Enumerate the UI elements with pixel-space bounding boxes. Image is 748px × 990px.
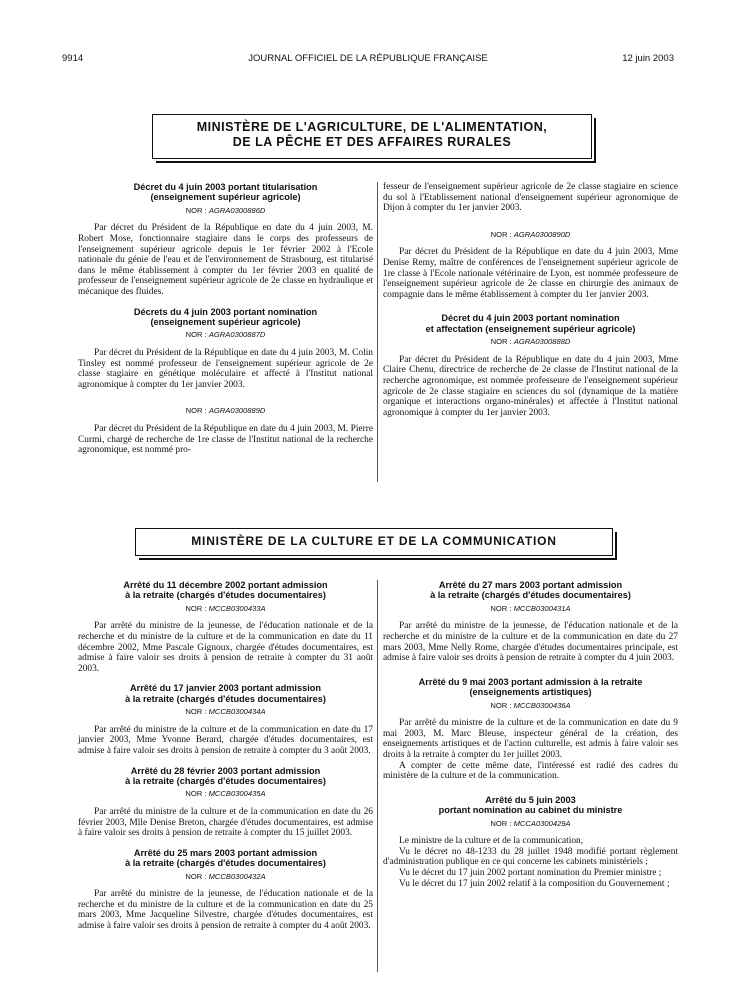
decree-title-line: Décret du 4 juin 2003 portant nomination <box>441 313 620 324</box>
decree-text: Par décret du Président de la République en date du 4 juin 2003, M. Robert Mose, fonctionnaire stagiaire dans le corps des professeurs de l'enseignement supérieur agricole depuis le 1er février 2002 à l'Ecole nationale du génie de l'eau et de l'environnement de Strasbourg, est titularisé dans le même établissement à compter du 1er février 2003 en qualité de professeur de l'enseignement supérieur agricole de 2e classe en hydraulique et mécanique des fluides. <box>78 223 373 297</box>
nor-code: AGRA0300887D <box>208 330 266 340</box>
agriculture-right-column <box>383 182 678 418</box>
spacer <box>78 298 373 307</box>
nor-reference <box>78 707 373 718</box>
nor-label: NOR : <box>490 229 512 239</box>
spacer <box>78 757 373 766</box>
ministry-agriculture-line1: MINISTÈRE DE L'AGRICULTURE, DE L'ALIMENTATION, <box>196 120 548 134</box>
decree-text: Par décret du Président de la République en date du 4 juin 2003, Mme Denise Remy, maître de conférences de l'enseignement supérieur agricole de 1re classe à l'Ecole nationale vétérinaire de Lyon, est nommée professeure de l'enseignement supérieur agricole de 2e classe en chirurgie des animaux de compagnie dans le même établissement à compter du 1er janvier 2003. <box>383 247 678 300</box>
ministry-agriculture-heading <box>152 114 592 159</box>
arrete-title-line: Arrêté du 9 mai 2003 portant admission à la retraite <box>418 676 643 687</box>
journal-title: JOURNAL OFFICIEL DE LA RÉPUBLIQUE FRANÇAISE <box>248 53 488 64</box>
ministry-culture-heading <box>135 528 613 556</box>
page-number: 9914 <box>62 53 84 64</box>
decree-text-continued: fesseur de l'enseignement supérieur agricole de 2e classe stagiaire en science du sol à l'Etablissement national d'enseignement supérieur agronomique de Dijon à compter du 1er janvier 2003. <box>383 182 678 214</box>
spacer <box>383 214 678 227</box>
nor-code: AGRA0300890D <box>513 229 571 239</box>
spacer <box>383 300 678 313</box>
arrete-text: Par arrêté du ministre de la culture et de la communication en date du 17 janvier 2003, Mme Yvonne Berard, chargée d'études documentaires, est admise à faire valoir ses droits à pension de retraite à compter du 3 août 2003. <box>78 724 373 756</box>
column-separator <box>377 580 378 972</box>
arrete-title <box>383 795 678 816</box>
arrete-title-line: Arrêté du 25 mars 2003 portant admission <box>133 847 318 858</box>
nor-code: MCCB0300434A <box>208 707 266 717</box>
decree-title-line: Décrets du 4 juin 2003 portant nomination <box>133 306 318 317</box>
decree-text: Par décret du Président de la République en date du 4 juin 2003, M. Pierre Curmi, chargé de recherche de 1re classe de l'Institut national de la recherche agronomique, est nommé pro- <box>78 423 373 456</box>
agriculture-left-column <box>78 182 373 456</box>
arrete-text: Par arrêté du ministre de la jeunesse, de l'éducation nationale et de la recherche et du ministre de la culture et de la communication en date du 25 mars 2003, Mme Jacqueline Silvestre, chargée d'études documentaires, est admise à faire valoir ses droits à pension de retraite à compter du 4 août 2003. <box>78 889 373 931</box>
issue-date: 12 juin 2003 <box>622 53 674 64</box>
nor-code: MCCB0300436A <box>513 700 571 710</box>
arrete-title <box>78 683 373 704</box>
arrete-title-line: à la retraite (chargés d'études documentaires) <box>125 775 326 786</box>
arrete-text: Par arrêté du ministre de la culture et de la communication en date du 26 février 2003, Mlle Denise Breton, chargée d'études documentaires, est admise à faire valoir ses droits à pension de retraite à compter du 15 juillet 2003. <box>78 806 373 839</box>
ministry-agriculture-line2: DE LA PÊCHE ET DES AFFAIRES RURALES <box>232 135 512 149</box>
arrete-title <box>78 766 373 787</box>
arrete-title-line: Arrêté du 17 janvier 2003 portant admission <box>130 683 321 694</box>
arrete-text: Par arrêté du ministre de la jeunesse, de l'éducation nationale et de la recherche et du ministre de la culture et de la communication en date du 11 décembre 2002, Mme Pascale Gignoux, chargée d'études documentaires, est admise à faire valoir ses droits à pension de retraite à compter du 31 août 2003. <box>78 621 373 674</box>
nor-reference <box>383 701 678 712</box>
arrete-text: Le ministre de la culture et de la communication, <box>399 836 584 847</box>
arrete-title-line: Arrêté du 11 décembre 2002 portant admission <box>123 580 328 590</box>
arrete-title-line: (enseignements artistiques) <box>469 687 592 698</box>
page-header <box>62 53 674 65</box>
nor-reference <box>78 330 373 341</box>
spacer <box>383 664 678 677</box>
arrete-title-line: à la retraite (chargés d'études documentaires) <box>125 590 326 601</box>
nor-label: NOR : <box>185 330 207 340</box>
culture-right-column <box>383 580 678 889</box>
nor-code: MCCA0300429A <box>513 818 571 828</box>
nor-label: NOR : <box>185 406 207 416</box>
nor-code: AGRA0300888D <box>513 337 571 347</box>
arrete-title <box>78 848 373 869</box>
arrete-title-line: portant nomination au cabinet du ministre <box>438 805 623 816</box>
spacer <box>78 839 373 848</box>
arrete-title <box>383 677 678 698</box>
arrete-title-line: à la retraite (chargés d'études documentaires) <box>125 693 326 704</box>
decree-text: Par décret du Président de la République en date du 4 juin 2003, M. Colin Tinsley est nommé professeur de l'enseignement supérieur agricole de 2e classe stagiaire en génétique moléculaire et affecté à l'Institut national agronomique à compter du 1er janvier 2003. <box>78 347 373 390</box>
nor-label: NOR : <box>490 818 512 828</box>
nor-label: NOR : <box>185 603 207 613</box>
spacer <box>78 674 373 683</box>
arrete-text: Vu le décret du 17 juin 2002 relatif à la composition du Gouvernement ; <box>399 878 670 889</box>
arrete-title-line: Arrêté du 28 février 2003 portant admission <box>130 765 321 776</box>
nor-reference <box>78 872 373 883</box>
nor-label: NOR : <box>490 700 512 710</box>
nor-label: NOR : <box>185 871 207 881</box>
arrete-text: Vu le décret no 48-1233 du 28 juillet 1948 modifié portant règlement d'administration publique en ce qui concerne les cabinets ministériels ; <box>383 846 678 868</box>
arrete-text: Par arrêté du ministre de la jeunesse, de l'éducation nationale et de la recherche et du ministre de la culture et de la communication en date du 27 mars 2003, Mme Nelly Rome, chargée d'études documentaires principale, est admise à faire valoir ses droits à pension de retraite à compter du 4 juin 2003. <box>383 621 678 664</box>
nor-code: AGRA0300889D <box>208 406 266 416</box>
column-separator <box>377 182 378 482</box>
spacer <box>383 782 678 795</box>
arrete-text: A compter de cette même date, l'intéressé est radié des cadres du ministère de la culture et de la communication. <box>383 760 678 782</box>
arrete-title-line: à la retraite (chargés d'études documentaires) <box>430 590 631 601</box>
arrete-text: Par arrêté du ministre de la culture et de la communication en date du 9 mai 2003, M. Marc Bleuse, inspecteur général de la création, des enseignements artistiques et de l'action culturelle, est admis à faire valoir ses droits à la retraite à compter du 1er juillet 2003. <box>383 718 678 760</box>
decree-title <box>383 313 678 334</box>
nor-code: MCCB0300432A <box>208 871 266 881</box>
nor-code: AGRA0300886D <box>208 205 266 215</box>
nor-code: MCCB0300435A <box>208 789 266 799</box>
decree-title <box>78 307 373 328</box>
arrete-title-line: Arrêté du 5 juin 2003 <box>485 794 576 805</box>
culture-left-column <box>78 580 373 932</box>
nor-label: NOR : <box>185 789 207 799</box>
nor-label: NOR : <box>185 707 207 717</box>
arrete-title-line: Arrêté du 27 mars 2003 portant admission <box>438 580 623 590</box>
ministry-culture-title: MINISTÈRE DE LA CULTURE ET DE LA COMMUNICATION <box>191 534 557 548</box>
nor-reference <box>78 789 373 800</box>
arrete-title <box>383 580 678 601</box>
nor-reference <box>383 337 678 348</box>
nor-reference <box>78 206 373 217</box>
nor-label: NOR : <box>490 337 512 347</box>
nor-code: MCCB0300433A <box>208 603 266 613</box>
nor-reference <box>78 604 373 615</box>
nor-label: NOR : <box>490 603 512 613</box>
nor-code: MCCB0300431A <box>513 603 571 613</box>
nor-reference <box>383 230 678 241</box>
arrete-text: Vu le décret du 17 juin 2002 portant nomination du Premier ministre ; <box>399 867 662 878</box>
decree-title-line: (enseignement supérieur agricole) <box>150 192 301 203</box>
nor-reference <box>78 406 373 417</box>
spacer <box>78 390 373 403</box>
decree-title-line: et affectation (enseignement supérieur agricole) <box>425 323 636 334</box>
decree-title-line: Décret du 4 juin 2003 portant titularisation <box>133 182 318 192</box>
arrete-title <box>78 580 373 601</box>
nor-label: NOR : <box>185 205 207 215</box>
arrete-title-line: à la retraite (chargés d'études documentaires) <box>125 858 326 869</box>
decree-title <box>78 182 373 203</box>
nor-reference <box>383 604 678 615</box>
decree-text: Par décret du Président de la République en date du 4 juin 2003, Mme Claire Chenu, directrice de recherche de 2e classe de l'Institut national de la recherche agronomique, est nommée professeure de l'enseignement supérieur agricole de 2e classe stagiaire en sciences du sol (dynamique de la matière organique et interactions organo-minérales) et affectée à l'Institut national agronomique à compter du 1er janvier 2003. <box>383 354 678 418</box>
decree-title-line: (enseignement supérieur agricole) <box>150 316 301 327</box>
nor-reference <box>383 819 678 830</box>
